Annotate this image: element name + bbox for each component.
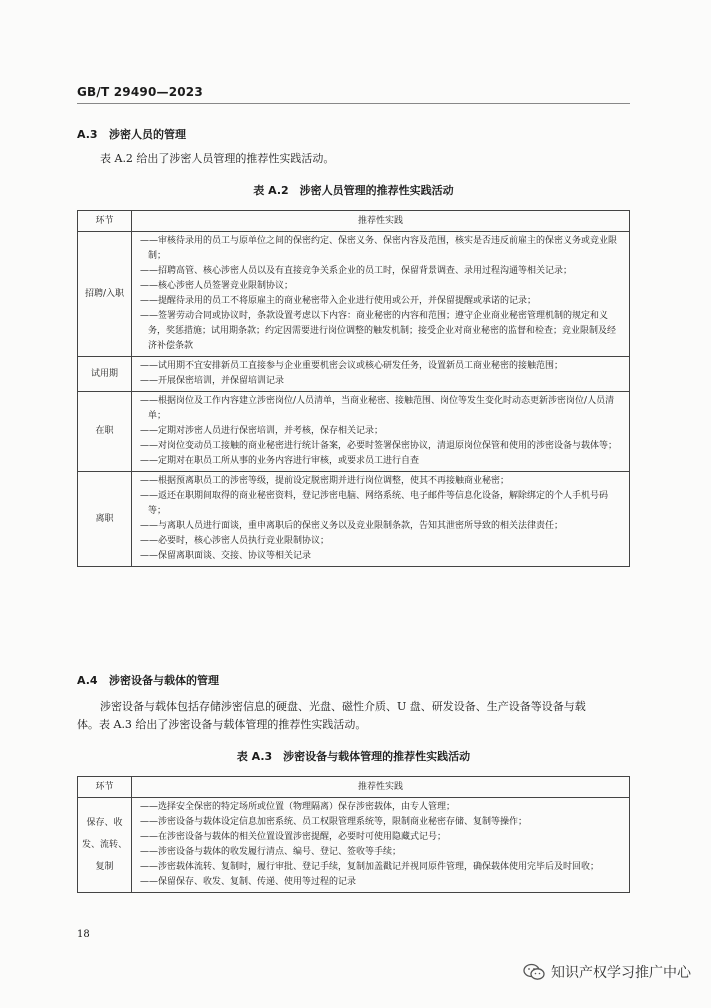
practice-item: ——签署劳动合同或协议时，条款设置考虑以下内容：商业秘密的内容和范围；遵守企业商业秘密管理机制的规定和义务，奖惩措施；试用期条款；约定因需要进行岗位调整的触发机制；接受企业对商业秘密的监督和检查；竞业限制及经济补偿条款	[140, 311, 617, 351]
practice-item: ——根据岗位及工作内容建立涉密岗位/人员清单，当商业秘密、接触范围、岗位等发生变化时动态更新涉密岗位/人员清单；	[140, 396, 615, 421]
header-rule	[77, 103, 630, 104]
practice-item: ——在涉密设备与载体的相关位置设置涉密提醒，必要时可使用隐藏式记号；	[140, 832, 447, 842]
section-intro: 表 A.2 给出了涉密人员管理的推荐性实践活动。	[100, 152, 335, 165]
table-row	[78, 798, 630, 893]
section-title: 涉密设备与载体的管理	[109, 674, 219, 687]
table-row	[78, 232, 630, 357]
practice-item: ——返还在职期间取得的商业秘密资料，登记涉密电脑、网络系统、电子邮件等信息化设备，解除绑定的个人手机号码等；	[140, 491, 609, 516]
practice-cell	[132, 392, 630, 472]
table-header-row	[78, 777, 630, 798]
practice-item: ——招聘高管、核心涉密人员以及有直接竞争关系企业的员工时，保留背景调查、录用过程沟通等相关记录；	[140, 266, 573, 276]
standard-id: GB/T 29490—2023	[77, 85, 203, 99]
section-number: A.4	[77, 674, 98, 687]
wechat-icon	[523, 963, 545, 981]
practice-item: ——对岗位变动员工接触的商业秘密进行统计备案，必要时签署保密协议，清退原岗位保管和使用的涉密设备与载体等；	[140, 441, 618, 451]
watermark-text: 知识产权学习推广中心	[551, 965, 691, 981]
practice-item: ——核心涉密人员签署竞业限制协议；	[140, 281, 294, 291]
practice-item: ——必要时，核心涉密人员执行竞业限制协议；	[140, 536, 330, 546]
section-heading-a3	[77, 126, 186, 142]
table-caption-a2: 表 A.2 涉密人员管理的推荐性实践活动	[253, 184, 454, 197]
section-paragraph-line: 涉密设备与载体包括存储涉密信息的硬盘、光盘、磁性介质、U 盘、研发设备、生产设备等设备与载	[100, 700, 586, 713]
practice-item: ——与离职人员进行面谈，重申离职后的保密义务以及竞业限制条款，告知其泄密所导致的相关法律责任；	[140, 521, 564, 531]
practice-item: ——保留保存、收发、复制、传递、使用等过程的记录	[140, 877, 357, 887]
table-a2	[77, 210, 630, 567]
practice-item: ——审核待录用的员工与原单位之间的保密约定、保密义务、保密内容及范围，核实是否违反前雇主的保密义务或竞业限制；	[140, 236, 618, 261]
practice-item: ——试用期不宜安排新员工直接参与企业重要机密会议或核心研发任务，设置新员工商业秘密的接触范围；	[140, 361, 564, 371]
stage-cell: 离职	[78, 472, 132, 567]
practice-cell	[132, 357, 630, 392]
section-paragraph-line: 体。表 A.3 给出了涉密设备与载体管理的推荐性实践活动。	[77, 718, 367, 731]
practice-item: ——涉密载体流转、复制时，履行审批、登记手续，复制加盖戳记并视同原件管理，确保载体使用完毕后及时回收；	[140, 862, 600, 872]
practice-cell	[132, 472, 630, 567]
practice-item: ——保留离职面谈、交接、协议等相关记录	[140, 551, 312, 561]
table-row	[78, 357, 630, 392]
stage-cell: 保存、收发、流转、复制	[78, 798, 132, 893]
table-caption-a3: 表 A.3 涉密设备与载体管理的推荐性实践活动	[236, 750, 471, 763]
stage-cell: 试用期	[78, 357, 132, 392]
section-title: 涉密人员的管理	[109, 128, 186, 141]
practice-item: ——涉密设备与载体的收发履行清点、编号、登记、签收等手续；	[140, 847, 402, 857]
practice-item: ——开展保密培训，并保留培训记录	[140, 376, 285, 386]
watermark	[523, 962, 691, 982]
table-row	[78, 472, 630, 567]
column-header-stage: 环节	[78, 777, 132, 798]
table-row	[78, 392, 630, 472]
practice-cell	[132, 232, 630, 357]
practice-item: ——选择安全保密的特定场所或位置（物理隔离）保存涉密载体，由专人管理；	[140, 802, 456, 812]
column-header-practice: 推荐性实践	[132, 211, 630, 232]
practice-item: ——提醒待录用的员工不将原雇主的商业秘密带入企业进行使用或公开，并保留提醒或承诺的记录；	[140, 296, 537, 306]
practice-item: ——根据预离职员工的涉密等级，提前设定脱密期并进行岗位调整，使其不再接触商业秘密；	[140, 476, 510, 486]
column-header-stage: 环节	[78, 211, 132, 232]
page-number: 18	[77, 929, 90, 940]
practice-item: ——定期对涉密人员进行保密培训，并考核，保存相关记录；	[140, 426, 384, 436]
practice-cell	[132, 798, 630, 893]
section-number: A.3	[77, 128, 98, 141]
column-header-practice: 推荐性实践	[132, 777, 630, 798]
stage-cell: 招聘/入职	[78, 232, 132, 357]
table-header-row	[78, 211, 630, 232]
table-a3	[77, 776, 630, 893]
practice-item: ——定期对在职员工所从事的业务内容进行审核，或要求员工进行自查	[140, 456, 420, 466]
practice-item: ——涉密设备与载体设定信息加密系统、员工权限管理系统等，限制商业秘密存储、复制等操作；	[140, 817, 528, 827]
section-heading-a4	[77, 672, 219, 688]
stage-cell: 在职	[78, 392, 132, 472]
